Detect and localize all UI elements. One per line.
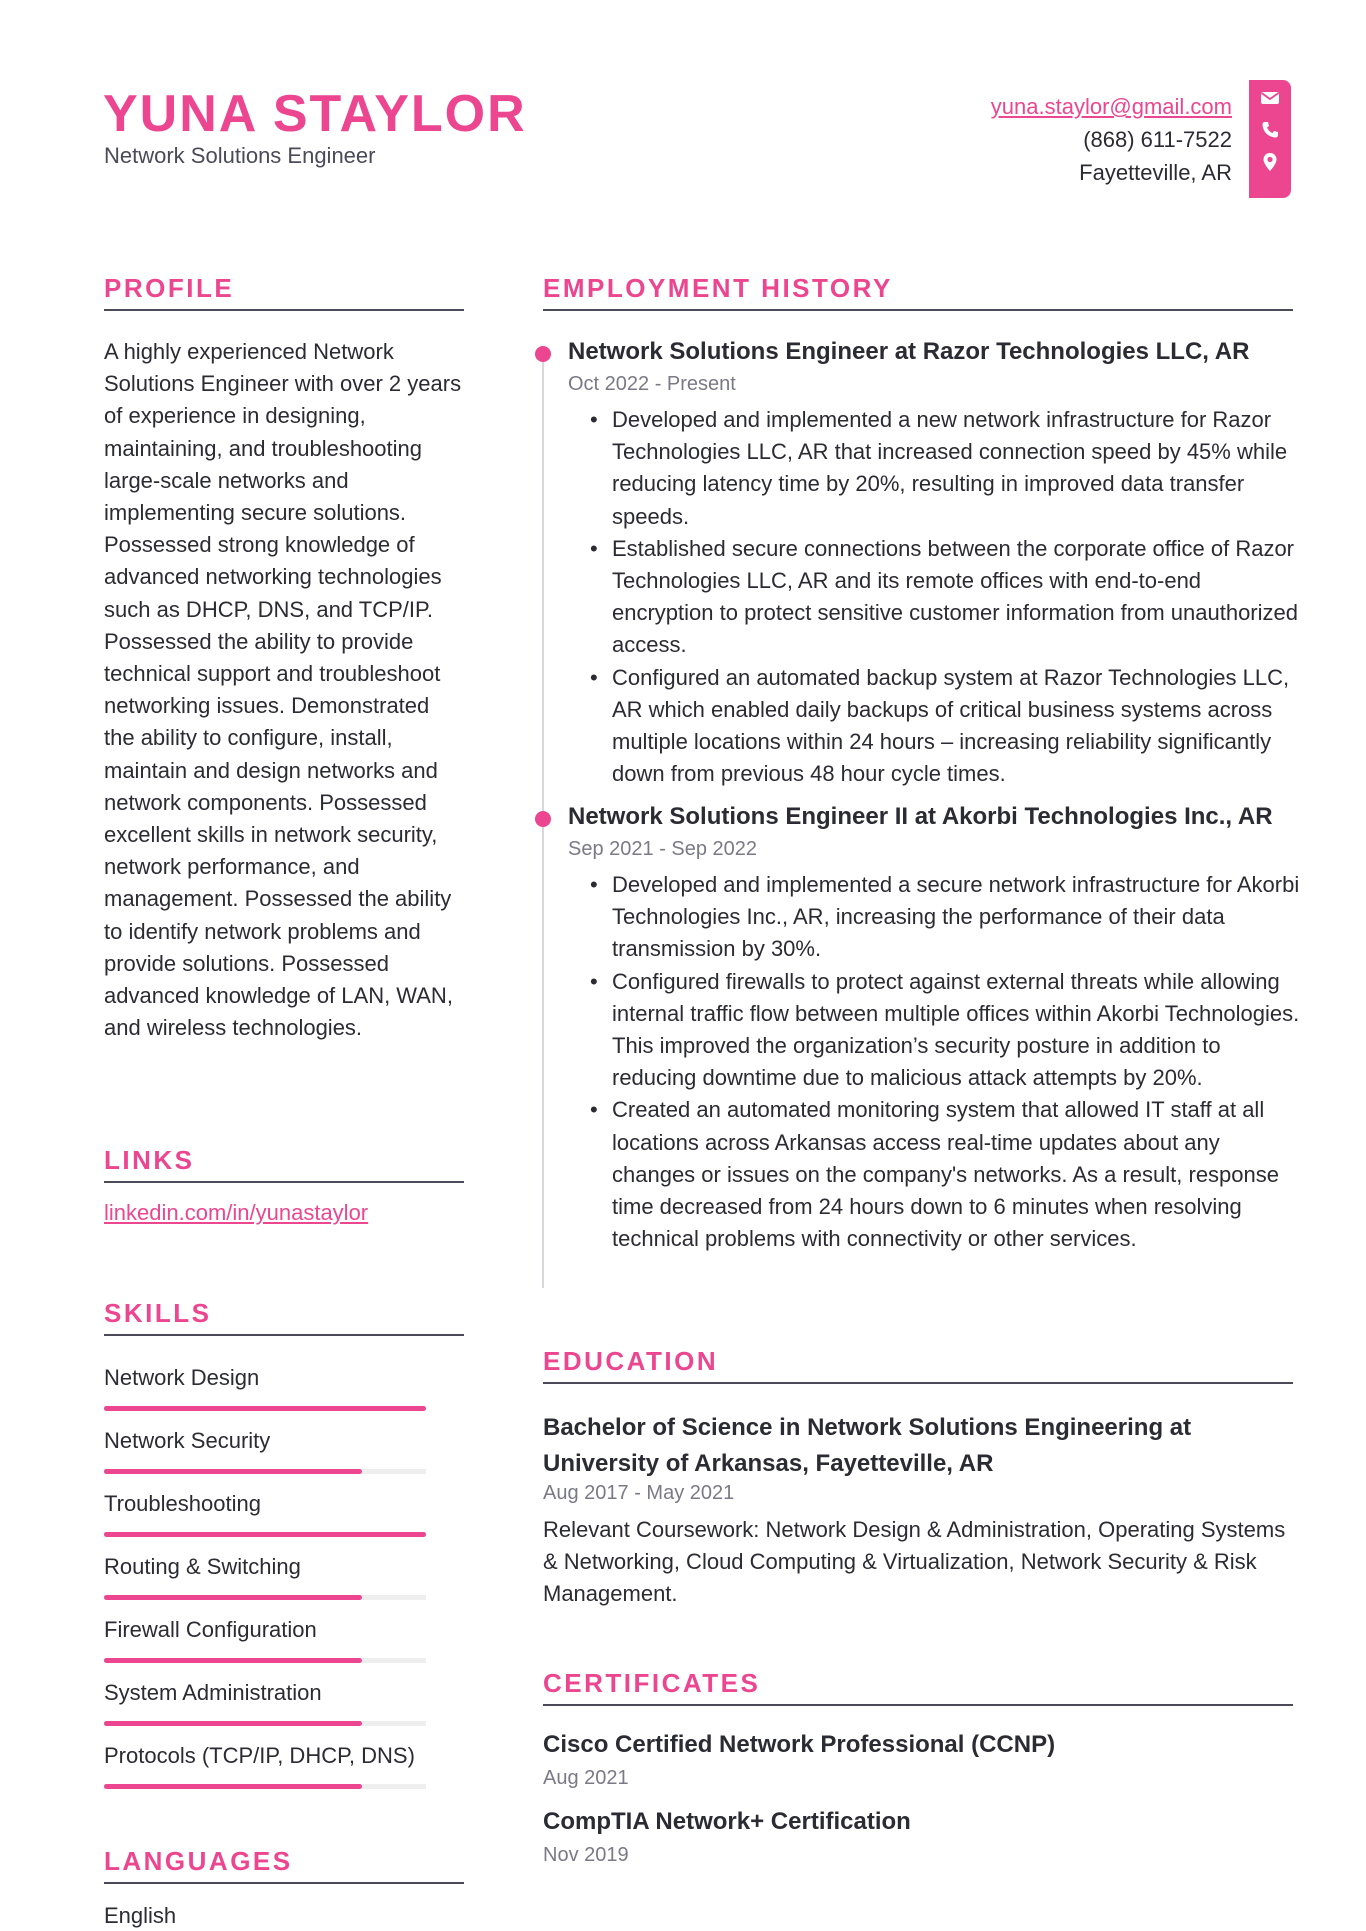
job-bullet: • Configured an automated backup system at Razor Technologies LLC, AR which enabled daily backups of critical business systems across multiple locations within 24 hours – increasing reliability significantly down from previous 48 hour cycle times. xyxy=(612,662,1302,791)
job-bullet: • Developed and implemented a new network infrastructure for Razor Technologies LLC, AR that increased connection speed by 45% while reducing latency time by 20%, resulting in improved data transfer speeds. xyxy=(612,404,1302,533)
contact-icon-bar xyxy=(1249,80,1291,198)
skill-label: Troubleshooting xyxy=(104,1491,261,1516)
job-bullet: • Developed and implemented a secure network infrastructure for Akorbi Technologies Inc., AR, increasing the performance of their data transmission by 30%. xyxy=(612,869,1302,966)
certificate-date: Nov 2019 xyxy=(543,1844,629,1866)
job-bullets xyxy=(612,404,1302,790)
skill-label: System Administration xyxy=(104,1680,322,1705)
skill-label: Network Design xyxy=(104,1365,260,1390)
skill-meter xyxy=(104,1469,426,1474)
skill-meter xyxy=(104,1658,426,1663)
skill-meter xyxy=(104,1721,426,1726)
profile-divider xyxy=(104,309,464,311)
skill-meter-fill xyxy=(104,1532,426,1537)
map-pin-icon xyxy=(1260,152,1280,172)
phone-icon xyxy=(1260,120,1280,140)
skill-item xyxy=(104,1679,426,1707)
linkedin-link[interactable]: linkedin.com/in/yunastaylor xyxy=(104,1200,369,1225)
job-date: Oct 2022 - Present xyxy=(568,373,736,395)
links-heading: LINKS xyxy=(104,1145,195,1175)
skill-meter-fill xyxy=(104,1721,362,1726)
skill-meter xyxy=(104,1532,426,1537)
envelope-icon xyxy=(1260,88,1280,108)
timeline-dot xyxy=(535,811,551,827)
phone-number: (868) 611-7522 xyxy=(1083,127,1232,152)
languages-divider xyxy=(104,1882,464,1884)
candidate-title: Network Solutions Engineer xyxy=(104,143,376,168)
certificates-divider xyxy=(543,1704,1293,1706)
education-heading: EDUCATION xyxy=(543,1346,719,1376)
email-link[interactable]: yuna.staylor@gmail.com xyxy=(990,94,1232,119)
job-bullets xyxy=(612,869,1302,1255)
candidate-name: YUNA STAYLOR xyxy=(103,85,527,143)
job-title: Network Solutions Engineer II at Akorbi Technologies Inc., AR xyxy=(568,803,1273,830)
skill-meter xyxy=(104,1406,426,1411)
links-divider xyxy=(104,1181,464,1183)
skill-meter-fill xyxy=(104,1469,362,1474)
skills-divider xyxy=(104,1334,464,1336)
timeline-dot xyxy=(535,346,551,362)
certificate-date: Aug 2021 xyxy=(543,1767,629,1789)
skill-meter xyxy=(104,1784,426,1789)
skill-label: Protocols (TCP/IP, DHCP, DNS) xyxy=(104,1743,415,1768)
employment-divider xyxy=(543,309,1293,311)
skill-item xyxy=(104,1553,426,1581)
job-bullet: • Created an automated monitoring system that allowed IT staff at all locations across Arkansas access real-time updates about any changes or issues on the company's networks. As a result, response time decreased from 24 hours down to 6 minutes when resolving technical problems with connectivity or other services. xyxy=(612,1094,1302,1255)
skill-label: Network Security xyxy=(104,1428,271,1453)
skill-label: Firewall Configuration xyxy=(104,1617,317,1642)
language-item: English xyxy=(104,1903,177,1928)
contact-info xyxy=(991,90,1232,189)
skill-item xyxy=(104,1616,426,1644)
education-title: Bachelor of Science in Network Solutions Engineering at University of Arkansas, Fayetteville, AR xyxy=(543,1414,1192,1477)
profile-heading: PROFILE xyxy=(104,273,235,303)
job-bullet: • Configured firewalls to protect against external threats while allowing internal traffic flow between multiple offices within Akorbi Technologies. This improved the organization’s security posture in addition to reducing downtime due to malicious attack attempts by 20%. xyxy=(612,966,1302,1095)
employment-heading: EMPLOYMENT HISTORY xyxy=(543,273,893,303)
skill-meter-fill xyxy=(104,1595,362,1600)
certificate-title: CompTIA Network+ Certification xyxy=(543,1808,911,1835)
skill-meter-fill xyxy=(104,1406,426,1411)
certificates-heading: CERTIFICATES xyxy=(543,1668,761,1698)
skill-label: Routing & Switching xyxy=(104,1554,301,1579)
skill-meter-fill xyxy=(104,1658,362,1663)
profile-text: A highly experienced Network Solutions Engineer with over 2 years of experience in designing, maintaining, and troubleshooting large-scale networks and implementing secure solutions. Possessed strong knowledge of advanced networking technologies such as DHCP, DNS, and TCP/IP. Possessed the ability to provide technical support and troubleshoot networking issues. Demonstrated the ability to configure, install, maintain and design networks and network components. Possessed excellent skills in network security, network performance, and management. Possessed the ability to identify network problems and provide solutions. Possessed advanced knowledge of LAN, WAN, and wireless technologies. xyxy=(104,339,462,1041)
job-bullet: • Established secure connections between the corporate office of Razor Technologies LLC, AR and its remote offices with end-to-end encryption to protect sensitive customer information from unauthorized access. xyxy=(612,533,1302,662)
education-divider xyxy=(543,1382,1293,1384)
skills-heading: SKILLS xyxy=(104,1298,212,1328)
location: Fayetteville, AR xyxy=(1079,160,1232,185)
skill-item xyxy=(104,1490,426,1518)
education-description: Relevant Coursework: Network Design & Administration, Operating Systems & Networking, Cloud Computing & Virtualization, Network Security & Risk Management. xyxy=(543,1517,1286,1607)
languages-heading: LANGUAGES xyxy=(104,1846,293,1876)
skill-item xyxy=(104,1364,426,1392)
skill-item xyxy=(104,1742,426,1770)
certificate-title: Cisco Certified Network Professional (CCNP) xyxy=(543,1731,1056,1758)
job-date: Sep 2021 - Sep 2022 xyxy=(568,838,758,860)
skill-item xyxy=(104,1427,426,1455)
job-title: Network Solutions Engineer at Razor Technologies LLC, AR xyxy=(568,338,1250,365)
skill-meter xyxy=(104,1595,426,1600)
education-date: Aug 2017 - May 2021 xyxy=(543,1482,735,1504)
skill-meter-fill xyxy=(104,1784,362,1789)
